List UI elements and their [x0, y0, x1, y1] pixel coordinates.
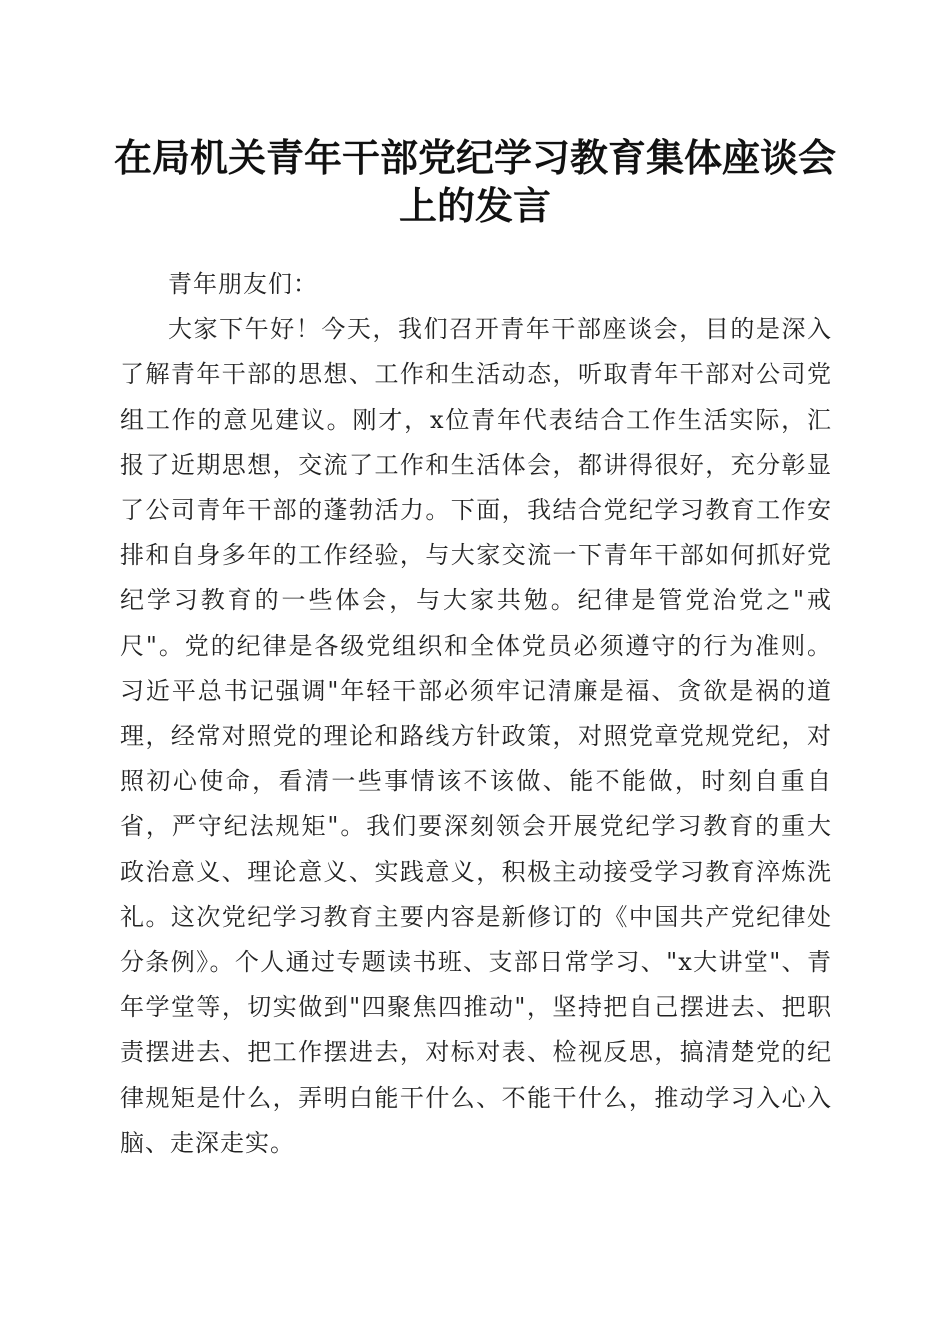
- document-body: [120, 262, 832, 1166]
- document-title: 在局机关青年干部党纪学习教育集体座谈会上的发言: [113, 135, 836, 228]
- body-paragraph: 大家下午好！今天，我们召开青年干部座谈会，目的是深入了解青年干部的思想、工作和生活动态，听取青年干部对公司党组工作的意见建议。刚才，x位青年代表结合工作生活实际，汇报了近期思想，交流了工作和生活体会，都讲得很好，充分彰显了公司青年干部的蓬勃活力。下面，我结合党纪学习教育工作安排和自身多年的工作经验，与大家交流一下青年干部如何抓好党纪学习教育的一些体会，与大家共勉。纪律是管党治党之"戒尺"。党的纪律是各级党组织和全体党员必须遵守的行为准则。习近平总书记强调"年轻干部必须牢记清廉是福、贪欲是祸的道理，经常对照党的理论和路线方针政策，对照党章党规党纪，对照初心使命，看清一些事情该不该做、能不能做，时刻自重自省，严守纪法规矩"。我们要深刻领会开展党纪学习教育的重大政治意义、理论意义、实践意义，积极主动接受学习教育淬炼洗礼。这次党纪学习教育主要内容是新修订的《中国共产党纪律处分条例》。个人通过专题读书班、支部日常学习、"x大讲堂"、青年学堂等，切实做到"四聚焦四推动"，坚持把自己摆进去、把职责摆进去、把工作摆进去，对标对表、检视反思，搞清楚党的纪律规矩是什么，弄明白能干什么、不能干什么，推动学习入心入脑、走深走实。: [120, 315, 832, 1157]
- salutation: 青年朋友们：: [168, 270, 318, 298]
